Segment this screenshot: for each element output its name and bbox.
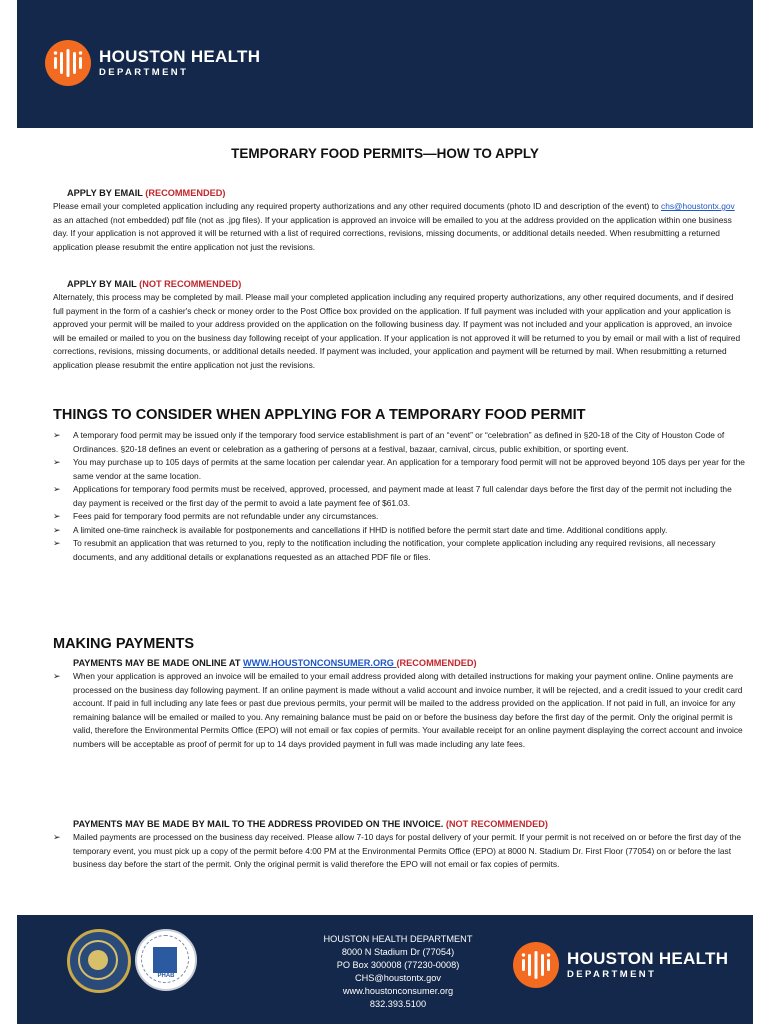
hhd-logo-icon [513, 942, 559, 988]
consider-heading: THINGS TO CONSIDER WHEN APPLYING FOR A TEMPORARY FOOD PERMIT [53, 407, 586, 423]
contact-block [283, 933, 513, 1011]
list-item: ➢ When your application is approved an invoice will be emailed to your email address provided along with detailed instructions for making your payment online. Online payments are processed on the business day following payment. If an online payment is made without a valid account and invoice number, it will be rejected, and a credit issued to your credit card account. If paid in full including any late fees or past due previous permits, your permit will be mailed to the address provided on the application. If not paid in full, an invoice for any remaining balance will be emailed or mailed to you. Any remaining balance must be paid on or before the business day before the first day of the permit. Only the original permit is valid, therefore the Environmental Permits Office (EPO) will not email or fax copies of permits. Your available receipt for an online payment displaying the correct account and invoice numbers will be acceptable as proof of permit for up to 14 days provided payment in full was made including any late fees. [53, 671, 743, 749]
apply-mail-text: Alternately, this process may be completed by mail. Please mail your completed application including any required property authorizations, any other required documents, and if desired full payment in the form of a cashier's check or money order to the Post Office box provided on the application. If full payment was included with your application and your application is approved your permit will be mailed to your address provided on the application on the following business day. If payment was not included and your application is approved, an invoice will be emailed or mailed to you on the business day following receipt of your application. If your application is not approved it will be returned to you by email or mail with a list of required corrections, revisions, missing documents, or additional details needed. If payment was included, your application and payment will be returned by mail. When resubmitting a returned application please resubmit the entire application not just the revisions. [53, 292, 741, 370]
apply-email-tag: (RECOMMENDED) [145, 188, 226, 198]
arrow-bullet-icon: ➢ [53, 538, 61, 548]
payments-mail-tag: (NOT RECOMMENDED) [445, 819, 548, 829]
apply-mail-tag: (NOT RECOMMENDED) [139, 279, 242, 289]
list-item: ➢ Applications for temporary food permits must be received, approved, processed, and payment made at least 7 full calendar days before the first day of the permit not including the day payment is received or the first day of the permit to avoid a late payment fee of $61.03. [53, 484, 732, 508]
consider-list [53, 429, 745, 564]
footer-logo-title: HOUSTON HEALTH [567, 949, 729, 968]
logo-subtitle: DEPARTMENT [99, 67, 189, 78]
logo-title: HOUSTON HEALTH [99, 47, 261, 66]
houstonconsumer-link[interactable]: WWW.HOUSTONCONSUMER.ORG [243, 658, 397, 668]
apply-email-heading-text: APPLY BY EMAIL [67, 188, 146, 198]
payments-mail-heading-text: PAYMENTS MAY BE MADE BY MAIL TO THE ADDRESS PROVIDED ON THE INVOICE. [73, 819, 446, 829]
arrow-bullet-icon: ➢ [53, 457, 61, 467]
list-item: ➢ You may purchase up to 105 days of permits at the same location per calendar year. An application for a temporary food permit will not be approved beyond 105 days per year for the same vendor at the same location. [53, 457, 745, 481]
apply-mail-heading-text: APPLY BY MAIL [67, 279, 140, 289]
contact-email[interactable]: CHS@houstontx.gov [355, 973, 441, 983]
apply-mail-section [53, 278, 745, 372]
hhd-logo-icon [45, 40, 91, 86]
chs-email-link[interactable]: chs@houstontx.gov [661, 201, 735, 211]
list-item: ➢ To resubmit an application that was returned to you, reply to the notification including the notification, your complete application including any required revisions, all necessary documents, and any additional details or explanations requested as an attached PDF file or files. [53, 538, 716, 562]
footer-logo-subtitle: DEPARTMENT [567, 969, 657, 980]
arrow-bullet-icon: ➢ [53, 484, 61, 494]
apply-email-text-2: as an attached (not embedded) pdf file (not as .jpg files). If your application is approved an invoice will be emailed to you at the address provided on the application within one business day. If your application is not approved it will be returned with a list of required corrections, revisions, missing documents, or additional details needed. When resubmitting a returned application please resubmit the entire application not just the revisions. [53, 214, 732, 252]
list-item: ➢ Mailed payments are processed on the business day received. Please allow 7-10 days for postal delivery of your permit. If your permit is not received on or before the first day of the temporary event, you must pick up a copy of the permit before 4:00 PM at the Environmental Permits Office (EPO) at 8000 N. Stadium Dr. First Floor (77054) on or before the last business day before the start of the permit. Only the original permit is valid therefore the EPO will not email or fax copies of permits. [53, 832, 742, 869]
contact-phone: 832.393.5100 [369, 999, 427, 1009]
contact-po-box: PO Box 300008 (77230-0008) [336, 960, 460, 970]
payments-online-tag: (RECOMMENDED) [396, 658, 477, 668]
payments-heading: MAKING PAYMENTS [53, 636, 194, 652]
payments-online-section [53, 657, 745, 751]
apply-email-heading [53, 187, 745, 200]
list-item: ➢ A limited one-time raincheck is available for postponements and cancellations if HHD is notified before the permit start date and time. Additional conditions apply. [53, 524, 745, 538]
arrow-bullet-icon: ➢ [53, 671, 61, 681]
header-banner [17, 0, 753, 128]
phab-seal-icon [135, 929, 197, 991]
city-seal-icon [67, 929, 131, 993]
payments-mail-heading [53, 818, 745, 831]
arrow-bullet-icon: ➢ [53, 430, 61, 440]
footer-banner [17, 915, 753, 1024]
apply-mail-heading [53, 278, 745, 291]
arrow-bullet-icon: ➢ [53, 511, 61, 521]
payments-online-heading [53, 657, 745, 670]
phab-seal-label: PHAB [157, 973, 175, 979]
payments-mail-section [53, 818, 745, 872]
contact-address: 8000 N Stadium Dr (77054) [341, 947, 455, 957]
arrow-bullet-icon: ➢ [53, 524, 61, 535]
arrow-bullet-icon: ➢ [53, 832, 61, 842]
list-item: ➢ Fees paid for temporary food permits are not refundable under any circumstances. [53, 510, 745, 524]
payments-online-heading-text: PAYMENTS MAY BE MADE ONLINE AT [73, 658, 243, 668]
page-title: TEMPORARY FOOD PERMITS—HOW TO APPLY [231, 146, 539, 161]
hhd-logo [45, 40, 260, 86]
contact-org: HOUSTON HEALTH DEPARTMENT [323, 934, 473, 944]
footer-hhd-logo [513, 942, 728, 988]
apply-email-section [53, 187, 745, 254]
contact-website[interactable]: www.houstonconsumer.org [342, 986, 454, 996]
apply-email-text [53, 200, 745, 254]
list-item: ➢ A temporary food permit may be issued only if the temporary food service establishment is part of an “event” or “celebration” as defined in §20-18 of the City of Houston Code of Ordinances. §20-18 defines an event or celebration as a gathering of persons at a festival, bazaar, carnival, circus, public exhibition, or sporting event. [53, 430, 725, 454]
apply-email-text-1: Please email your completed application including any required property authorizations and any other required documents (photo ID and description of the event) to [53, 201, 662, 211]
